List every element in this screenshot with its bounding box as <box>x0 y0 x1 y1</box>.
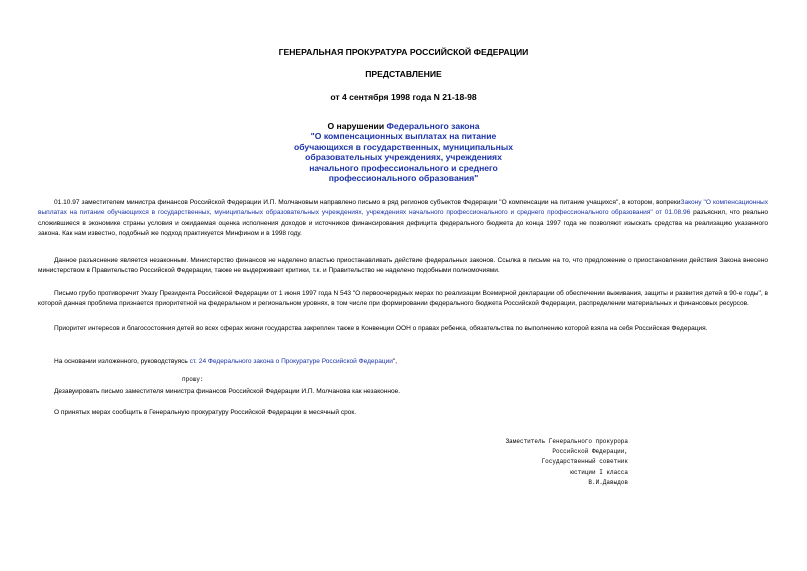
p1-text-before: 01.10.97 заместителем министра финансов Российской Федерации И.П. Молчановым направлено письмо в ряд регионов субъектов Федерации "О компенсации на питание учащихся", в котором, вопреки <box>54 199 681 206</box>
signature-name: В.И.Давыдов <box>588 478 628 486</box>
doc-type: ПРЕДСТАВЛЕНИЕ <box>365 69 442 79</box>
paragraph-2: Данное разъяснение является незаконным. Министерство финансов не наделено властью приостанавливать действие федеральных законов. Ссылка в письме на то, что предложение о приостановлении действия Закона внесено министерством в Правительство Российской Федерации, также не выдерживает критики, т.к. и Правительство не наделено подобными полномочиями. <box>38 257 768 275</box>
doc-date-number: от 4 сентября 1998 года N 21-18-98 <box>330 92 477 102</box>
law-reference-link[interactable]: Закону "О компенсационных выплатах на питание обучающихся в государственных, муниципальных образовательных учреждениях, учреждениях начального профессионального и среднего профессионального образования" от 01.08.96 <box>38 199 769 217</box>
signature-line: Государственный советник <box>541 458 628 466</box>
document-title <box>0 121 807 183</box>
title-prefix: О нарушении <box>327 121 387 131</box>
header-org: ГЕНЕРАЛЬНАЯ ПРОКУРАТУРА РОССИЙСКОЙ ФЕДЕРАЦИИ <box>278 47 529 57</box>
signature-block <box>440 437 628 488</box>
title-line-5[interactable]: начального профессионального и среднего <box>309 162 498 173</box>
title-line-6[interactable]: профессионального образования" <box>328 173 479 184</box>
article-24-link[interactable]: ст. 24 Федерального закона о Прокуратуре Российской Федерации <box>189 358 393 365</box>
p5-text-before: На основании изложенного, руководствуясь <box>54 358 190 365</box>
request-word: прошу: <box>182 376 204 383</box>
paragraph-5 <box>38 357 768 367</box>
p5-text-after: ", <box>392 358 398 365</box>
paragraph-4: Приоритет интересов и благосостояния детей во всех сферах жизни государства закреплен также в Конвенции ООН о правах ребенка, обязательства по выполнению которой взяла на себя Российская Федерация. <box>54 325 708 332</box>
title-line-2[interactable]: "О компенсационных выплатах на питание <box>310 131 497 142</box>
paragraph-1 <box>38 198 768 240</box>
paragraph-7: О принятых мерах сообщить в Генеральную прокуратуру Российской Федерации в месячный срок. <box>54 409 357 416</box>
signature-line: юстиции I класса <box>570 468 628 476</box>
paragraph-6: Дезавуировать письмо заместителя министра финансов Российской Федерации И.П. Молчанова как незаконное. <box>54 388 401 395</box>
title-line-4[interactable]: образовательных учреждениях, учреждениях <box>305 152 502 163</box>
signature-line: Заместитель Генерального прокурора <box>505 438 628 445</box>
p1-text-after: разъяснил, что реально сложившиеся в экономике страны условия и ожидаемая оценка исполнения доходов и источников финансирования дефицита федерального бюджета до конца 1997 года не позволяют изыскать средства на реализацию указанного закона. Как нам известно, подобный же подход практикуется Минфином и в 1998 году. <box>38 209 769 238</box>
title-line-3[interactable]: обучающихся в государственных, муниципальных <box>293 141 513 152</box>
title-line-1 <box>0 121 807 131</box>
signature-line: Российской Федерации, <box>552 448 628 456</box>
federal-law-link[interactable]: Федерального закона <box>386 121 480 131</box>
paragraph-3: Письмо грубо противоречит Указу Президента Российской Федерации от 1 июня 1997 года N 543 "О первоочередных мерах по реализации Всемирной декларации об обеспечении выживания, защиты и развития детей в 90-е годы", в которой данная проблема признается приоритетной на федеральном и региональном уровнях, в том числе при формировании федерального бюджета Российской Федерации, распределении материальных и финансовых ресурсов. <box>38 290 768 308</box>
